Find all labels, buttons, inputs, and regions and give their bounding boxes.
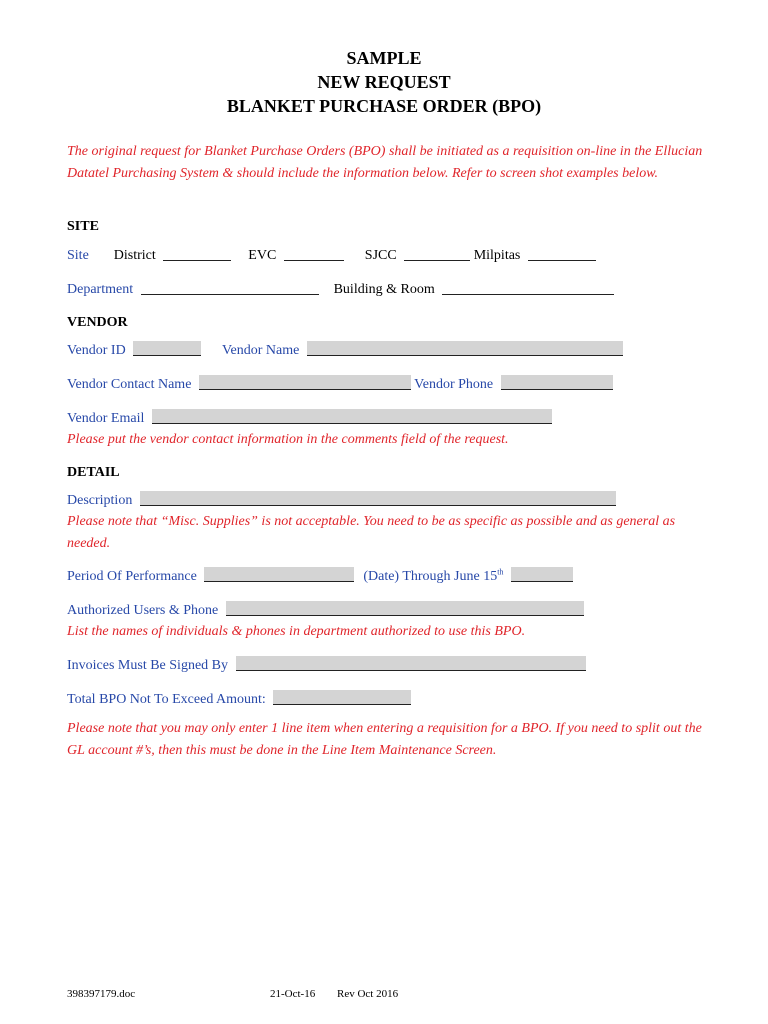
description-label: Description: [67, 493, 133, 508]
period-label: Period Of Performance: [67, 569, 197, 584]
period-row: [67, 567, 573, 585]
authorized-row: [67, 601, 584, 619]
footer-date: 21-Oct-16: [270, 988, 316, 1000]
title-new-request: NEW REQUEST: [317, 72, 451, 92]
site-heading: SITE: [67, 219, 99, 234]
title-bpo: BLANKET PURCHASE ORDER (BPO): [226, 96, 542, 116]
authorized-label: Authorized Users & Phone: [67, 603, 219, 618]
vendor-note: Please put the vendor contact information in the comments field of the request.: [67, 432, 509, 447]
detail-heading: DETAIL: [67, 465, 120, 480]
intro-note: The original request for Blanket Purchase Orders (BPO) shall be initiated as a requisition on-line in the Ellucian Datatel Purchasing System & should include the information below. Refer to screen shot examples below.: [67, 144, 703, 181]
vendor-id-row: [67, 341, 623, 359]
authorized-note: List the names of individuals & phones in department authorized to use this BPO.: [67, 624, 526, 639]
department-label: Department: [67, 282, 134, 297]
milpitas-label: Milpitas: [473, 248, 521, 263]
invoices-row: [67, 656, 586, 674]
description-row: [67, 491, 616, 509]
building-room-field[interactable]: [442, 280, 614, 295]
building-room-label: Building & Room: [333, 282, 435, 297]
department-row: [67, 280, 614, 298]
vendor-name-label: Vendor Name: [221, 343, 300, 358]
evc-field[interactable]: [284, 246, 344, 261]
district-label: District: [113, 248, 156, 263]
department-field[interactable]: [141, 280, 319, 295]
footer-filename: 398397179.doc: [67, 988, 136, 1000]
title-sample: SAMPLE: [346, 48, 422, 68]
total-label: Total BPO Not To Exceed Amount:: [67, 692, 266, 707]
period-end-field[interactable]: [511, 567, 573, 582]
vendor-heading: VENDOR: [67, 315, 128, 330]
sjcc-label: SJCC: [364, 248, 397, 263]
vendor-id-field[interactable]: [133, 341, 201, 356]
vendor-contact-name-label: Vendor Contact Name: [67, 377, 192, 392]
description-field[interactable]: [140, 491, 616, 506]
authorized-field[interactable]: [226, 601, 584, 616]
vendor-email-field[interactable]: [152, 409, 552, 424]
milpitas-field[interactable]: [528, 246, 596, 261]
vendor-phone-label: Vendor Phone: [414, 377, 494, 392]
final-note: Please note that you may only enter 1 line item when entering a requisition for a BPO. If you need to split out the GL account #’s, then this must be done in the Line Item Maintenance Screen.: [67, 721, 702, 758]
description-note: Please note that “Misc. Supplies” is not acceptable. You need to be as specific as possible and as general as needed.: [67, 514, 676, 551]
evc-label: EVC: [248, 248, 277, 263]
vendor-contact-row: [67, 375, 613, 393]
site-label: Site: [67, 248, 89, 263]
sjcc-field[interactable]: [404, 246, 470, 261]
total-field[interactable]: [273, 690, 411, 705]
vendor-email-row: [67, 409, 552, 427]
vendor-phone-field[interactable]: [501, 375, 613, 390]
vendor-id-label: Vendor ID: [67, 343, 126, 358]
total-row: [67, 690, 411, 708]
period-through-label: (Date) Through June 15th: [363, 567, 504, 584]
site-row: [67, 246, 596, 264]
footer-revision: Rev Oct 2016: [337, 988, 399, 1000]
vendor-email-label: Vendor Email: [67, 411, 145, 426]
period-start-field[interactable]: [204, 567, 354, 582]
invoices-label: Invoices Must Be Signed By: [67, 658, 228, 673]
vendor-contact-name-field[interactable]: [199, 375, 411, 390]
invoices-field[interactable]: [236, 656, 586, 671]
vendor-name-field[interactable]: [307, 341, 623, 356]
district-field[interactable]: [163, 246, 231, 261]
